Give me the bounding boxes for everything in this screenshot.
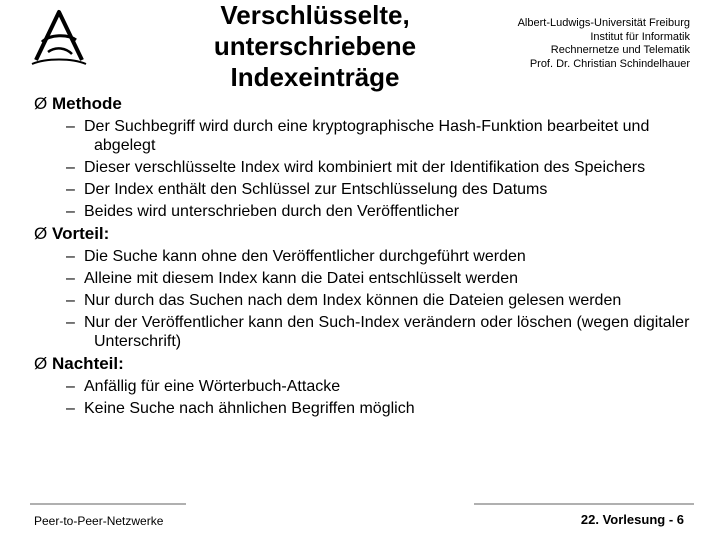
affiliation-university: Albert-Ludwigs-Universität Freiburg xyxy=(517,17,690,29)
dash-bullet: – xyxy=(66,181,75,198)
university-logo-icon xyxy=(28,8,90,70)
section-heading xyxy=(34,223,714,244)
dash-bullet: – xyxy=(66,314,75,331)
section-heading-text: Nachteil: xyxy=(52,354,124,373)
affiliation-chair: Rechnernetze und Telematik xyxy=(550,44,690,56)
section-heading-text: Vorteil: xyxy=(52,224,110,243)
section-heading xyxy=(34,353,714,374)
list-item xyxy=(34,202,714,221)
list-item-text: Keine Suche nach ähnlichen Begriffen möglich xyxy=(84,400,415,417)
affiliation-professor: Prof. Dr. Christian Schindelhauer xyxy=(529,57,690,70)
dash-bullet: – xyxy=(66,159,75,176)
affiliation-block xyxy=(460,17,690,71)
list-item xyxy=(34,377,714,396)
list-item-text: Nur durch das Suchen nach dem Index können die Dateien gelesen werden xyxy=(84,292,622,309)
list-item-text: Der Suchbegriff wird durch eine kryptographische Hash-Funktion bearbeitet und abgelegt xyxy=(84,118,650,154)
footer-divider-left xyxy=(30,503,186,505)
affiliation-institute: Institut für Informatik xyxy=(590,30,690,43)
list-item xyxy=(34,117,714,155)
arrow-bullet-icon: Ø xyxy=(34,94,48,113)
list-item-text: Die Suche kann ohne den Veröffentlicher durchgeführt werden xyxy=(84,248,526,265)
dash-bullet: – xyxy=(66,400,75,417)
list-item-text: Nur der Veröffentlicher kann den Such-Index verändern oder löschen (wegen digitaler Unterschrift) xyxy=(84,314,690,350)
title-line: Verschlüsselte, xyxy=(220,0,410,30)
footer-divider-right xyxy=(474,503,694,505)
dash-bullet: – xyxy=(66,203,75,220)
list-item xyxy=(34,269,714,288)
list-item xyxy=(34,180,714,199)
list-item-text: Beides wird unterschrieben durch den Veröffentlicher xyxy=(84,203,460,220)
list-item xyxy=(34,313,714,351)
section-methode xyxy=(34,93,714,221)
dash-bullet: – xyxy=(66,248,75,265)
dash-bullet: – xyxy=(66,118,75,135)
section-nachteil xyxy=(34,353,714,418)
list-item xyxy=(34,247,714,266)
dash-bullet: – xyxy=(66,292,75,309)
list-item-text: Alleine mit diesem Index kann die Datei entschlüsselt werden xyxy=(84,270,519,287)
dash-bullet: – xyxy=(66,378,75,395)
arrow-bullet-icon: Ø xyxy=(34,354,48,373)
slide-title xyxy=(170,0,460,93)
list-item-text: Der Index enthält den Schlüssel zur Entschlüsselung des Datums xyxy=(84,181,548,198)
list-item xyxy=(34,291,714,310)
list-item xyxy=(34,158,714,177)
footer-course-title: Peer-to-Peer-Netzwerke xyxy=(34,514,164,528)
section-heading xyxy=(34,93,714,114)
dash-bullet: – xyxy=(66,270,75,287)
slide-content xyxy=(34,93,714,420)
list-item xyxy=(34,399,714,418)
list-item-text: Anfällig für eine Wörterbuch-Attacke xyxy=(84,378,341,395)
arrow-bullet-icon: Ø xyxy=(34,224,48,243)
section-vorteil xyxy=(34,223,714,351)
section-heading-text: Methode xyxy=(52,94,122,113)
title-line: Indexeinträge xyxy=(230,62,400,92)
list-item-text: Dieser verschlüsselte Index wird kombiniert mit der Identifikation des Speichers xyxy=(84,159,646,176)
footer-page-number: 22. Vorlesung - 6 xyxy=(580,512,684,527)
title-line: unterschriebene xyxy=(213,31,417,61)
